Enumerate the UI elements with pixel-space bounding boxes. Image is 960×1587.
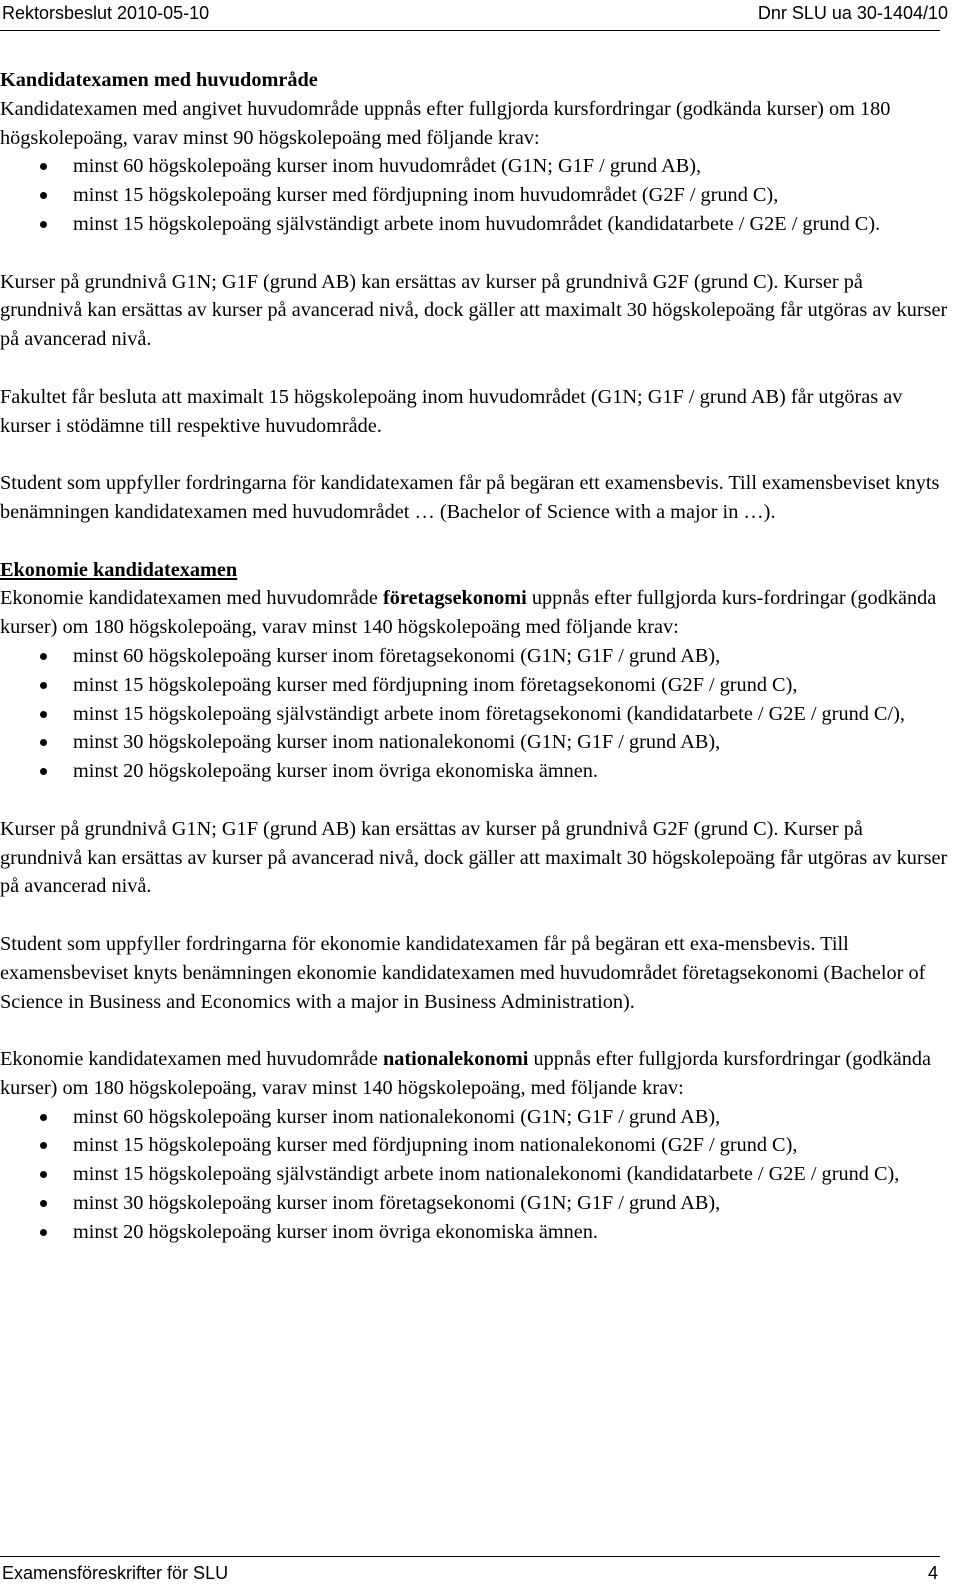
bullet-icon (40, 192, 47, 199)
intro-text: uppnås efter fullgjorda kursfordringar (godkända kurser) om 180 högskolepoäng, varav minst 140 högskolepoäng, med följande krav: (0, 1048, 932, 1099)
bullet-icon (40, 682, 47, 689)
list-item-text: minst 15 högskolepoäng kurser med fördjupning inom nationalekonomi (G2F / grund C), (73, 1134, 798, 1157)
list-item-text: minst 30 högskolepoäng kurser inom nationalekonomi (G1N; G1F / grund AB), (73, 731, 721, 754)
bullet-icon (40, 711, 47, 718)
header-registration-number: Dnr SLU ua 30-1404/10 (757, 3, 948, 23)
section2-paragraph-diploma: Student som uppfyller fordringarna för ekonomie kandidatexamen får på begäran ett exa-mensbevis. Till examensbeviset knyts benämningen ekonomie kandidatexamen med huvudområdet företagsekonomi (Bachelor of Science in Business and Economics with a major in Business Administration). (0, 932, 926, 1013)
footer-divider (0, 1556, 940, 1557)
list-item-text: minst 15 högskolepoäng självständigt arbete inom nationalekonomi (kandidatarbete / G2E / grund C), (73, 1163, 900, 1186)
intro-text: Ekonomie kandidatexamen med huvudområde (0, 1048, 383, 1071)
section2-intro-economics (0, 1045, 948, 1103)
bullet-icon (40, 768, 47, 775)
list-item-text: minst 15 högskolepoäng kurser med fördjupning inom huvudområdet (G2F / grund C), (73, 184, 779, 207)
list-item-text: minst 15 högskolepoäng kurser med fördjupning inom företagsekonomi (G2F / grund C), (73, 673, 798, 696)
section2-economics-requirements-list (0, 1103, 948, 1247)
document-body (0, 66, 948, 1247)
section1-intro: Kandidatexamen med angivet huvudområde uppnås efter fullgjorda kursfordringar (godkända kurser) om 180 högskolepoäng, varav minst 90 högskolepoäng med följande krav: (0, 97, 891, 149)
section2-intro-business (0, 584, 948, 642)
footer-document-title: Examensföreskrifter för SLU (2, 1563, 229, 1583)
header-decision-date: Rektorsbeslut 2010-05-10 (2, 3, 210, 23)
bullet-icon (40, 221, 47, 228)
list-item-text: minst 30 högskolepoäng kurser inom företagsekonomi (G1N; G1F / grund AB), (73, 1192, 721, 1215)
list-item (0, 1160, 948, 1189)
section1-paragraph-course-substitution: Kurser på grundnivå G1N; G1F (grund AB) kan ersättas av kurser på grundnivå G2F (grund C). Kurser på grundnivå kan ersättas av kurser på avancerad nivå, dock gäller att maximalt 30 högskolepoäng får utgöras av kurser på avancerad nivå. (0, 270, 948, 351)
intro-text: Ekonomie kandidatexamen med huvudområde (0, 587, 383, 610)
list-item (0, 700, 948, 729)
page-footer (0, 1556, 960, 1587)
page-header (0, 0, 960, 28)
bullet-icon (40, 1142, 47, 1149)
section2-paragraph-course-substitution: Kurser på grundnivå G1N; G1F (grund AB) kan ersättas av kurser på grundnivå G2F (grund C). Kurser på grundnivå kan ersättas av kurser på avancerad nivå, dock gäller att maximalt 30 högskolepoäng får utgöras av kurser på avancerad nivå. (0, 817, 948, 898)
list-item (0, 152, 948, 181)
list-item (0, 181, 948, 210)
list-item (0, 728, 948, 757)
list-item-text: minst 60 högskolepoäng kurser inom företagsekonomi (G1N; G1F / grund AB), (73, 644, 721, 667)
bullet-icon (40, 1114, 47, 1121)
header-divider (0, 30, 940, 31)
list-item (0, 671, 948, 700)
list-item (0, 757, 948, 786)
list-item-text: minst 60 högskolepoäng kurser inom nationalekonomi (G1N; G1F / grund AB), (73, 1105, 721, 1128)
page-number: 4 (927, 1563, 938, 1583)
bullet-icon (40, 1200, 47, 1207)
list-item (0, 1103, 948, 1132)
list-item-text: minst 60 högskolepoäng kurser inom huvudområdet (G1N; G1F / grund AB), (73, 155, 702, 178)
section2-business-requirements-list (0, 642, 948, 786)
list-item (0, 1131, 948, 1160)
intro-text: uppnås efter fullgjorda kurs-fordringar (godkända kurser) om 180 högskolepoäng, varav minst 140 högskolepoäng med följande krav: (0, 587, 937, 639)
bullet-icon (40, 1229, 47, 1236)
section-title-kandidatexamen: Kandidatexamen med huvudområde (0, 69, 318, 91)
bullet-icon (40, 653, 47, 660)
bullet-icon (40, 163, 47, 170)
list-item (0, 642, 948, 671)
section1-requirements-list (0, 152, 948, 238)
bullet-icon (40, 1171, 47, 1178)
list-item-text: minst 20 högskolepoäng kurser inom övriga ekonomiska ämnen. (73, 1220, 598, 1243)
list-item (0, 1218, 948, 1247)
list-item (0, 210, 948, 239)
list-item-text: minst 20 högskolepoäng kurser inom övriga ekonomiska ämnen. (73, 760, 598, 783)
list-item (0, 1189, 948, 1218)
list-item-text: minst 15 högskolepoäng självständigt arbete inom företagsekonomi (kandidatarbete / G2E / grund C/), (73, 702, 905, 725)
section-title-ekonomie-kandidatexamen: Ekonomie kandidatexamen (0, 558, 238, 581)
section1-paragraph-faculty: Fakultet får besluta att maximalt 15 högskolepoäng inom huvudområdet (G1N; G1F / grund AB) får utgöras av kurser i stödämne till respektive huvudområde. (0, 385, 903, 437)
major-business-administration: företagsekonomi (382, 587, 527, 610)
major-economics: nationalekonomi (382, 1048, 529, 1071)
list-item-text: minst 15 högskolepoäng självständigt arbete inom huvudområdet (kandidatarbete / G2E / grund C). (73, 212, 881, 235)
bullet-icon (40, 739, 47, 746)
section1-paragraph-diploma: Student som uppfyller fordringarna för kandidatexamen får på begäran ett examensbevis. Till examensbeviset knyts benämningen kandidatexamen med huvudområdet … (Bachelor of Science with a major in …). (0, 472, 940, 523)
